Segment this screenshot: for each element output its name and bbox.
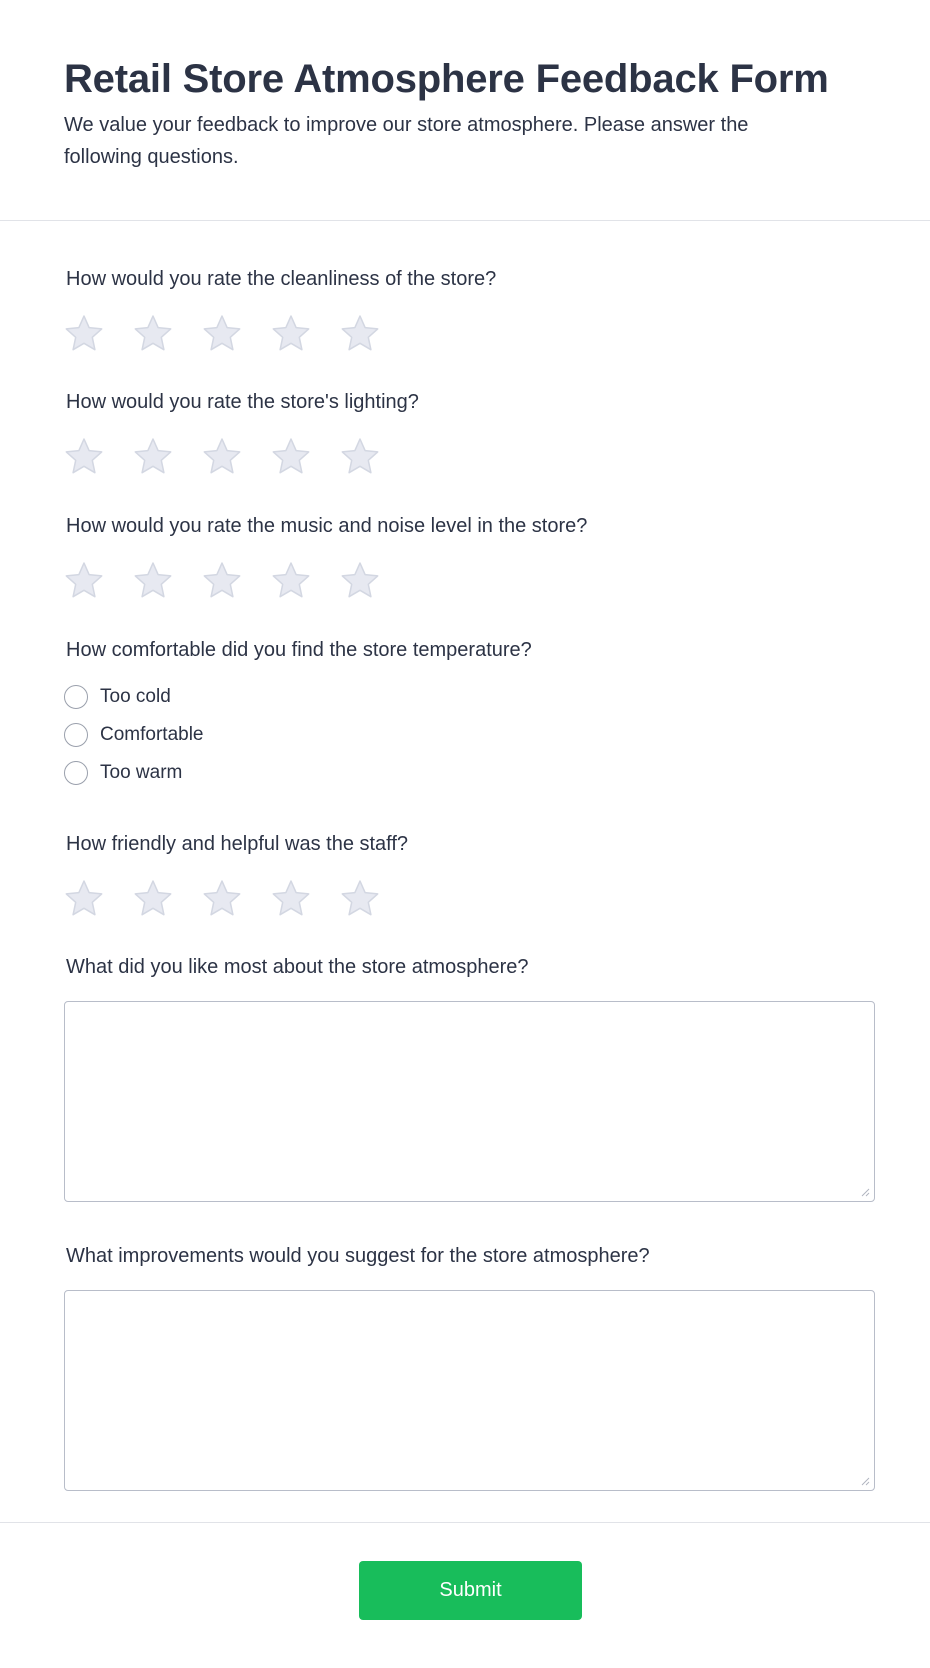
submit-button[interactable]: Submit <box>359 1561 582 1620</box>
star-icon[interactable] <box>340 560 380 600</box>
star-icon[interactable] <box>271 436 311 476</box>
form-subtitle: We value your feedback to improve our store atmosphere. Please answer the following questions. <box>64 114 749 168</box>
question-liked: What did you like most about the store atmosphere? <box>66 956 529 978</box>
improvements-textarea[interactable] <box>64 1290 875 1491</box>
radio-button[interactable] <box>64 723 88 747</box>
question-improvements: What improvements would you suggest for the store atmosphere? <box>66 1245 650 1267</box>
rating-lighting <box>64 436 409 476</box>
radio-button[interactable] <box>64 685 88 709</box>
radio-label: Comfortable <box>100 724 204 745</box>
star-icon[interactable] <box>340 436 380 476</box>
star-icon[interactable] <box>64 313 104 353</box>
star-icon[interactable] <box>64 878 104 918</box>
question-music: How would you rate the music and noise level in the store? <box>66 515 588 537</box>
star-icon[interactable] <box>133 878 173 918</box>
question-temperature: How comfortable did you find the store temperature? <box>66 639 532 661</box>
rating-music <box>64 560 409 600</box>
star-icon[interactable] <box>202 878 242 918</box>
form-header <box>0 0 930 221</box>
rating-cleanliness <box>64 313 409 353</box>
question-lighting: How would you rate the store's lighting? <box>66 391 419 413</box>
star-icon[interactable] <box>133 560 173 600</box>
liked-textarea[interactable] <box>64 1001 875 1202</box>
resize-grip-icon[interactable] <box>860 1476 870 1486</box>
star-icon[interactable] <box>133 436 173 476</box>
rating-staff <box>64 878 409 918</box>
star-icon[interactable] <box>340 313 380 353</box>
question-staff: How friendly and helpful was the staff? <box>66 833 409 855</box>
question-cleanliness: How would you rate the cleanliness of the store? <box>66 268 497 290</box>
form-title: Retail Store Atmosphere Feedback Form <box>64 57 829 101</box>
star-icon[interactable] <box>340 878 380 918</box>
star-icon[interactable] <box>202 560 242 600</box>
form-body <box>0 221 930 1521</box>
radio-button[interactable] <box>64 761 88 785</box>
star-icon[interactable] <box>271 878 311 918</box>
star-icon[interactable] <box>271 560 311 600</box>
star-icon[interactable] <box>64 560 104 600</box>
radio-too-cold[interactable] <box>64 685 171 709</box>
radio-too-warm[interactable] <box>64 761 182 785</box>
star-icon[interactable] <box>202 436 242 476</box>
radio-label: Too warm <box>100 762 183 783</box>
radio-comfortable[interactable] <box>64 723 204 747</box>
resize-grip-icon[interactable] <box>860 1187 870 1197</box>
star-icon[interactable] <box>64 436 104 476</box>
radio-label: Too cold <box>100 686 171 707</box>
form-footer <box>0 1522 930 1668</box>
star-icon[interactable] <box>133 313 173 353</box>
star-icon[interactable] <box>202 313 242 353</box>
star-icon[interactable] <box>271 313 311 353</box>
